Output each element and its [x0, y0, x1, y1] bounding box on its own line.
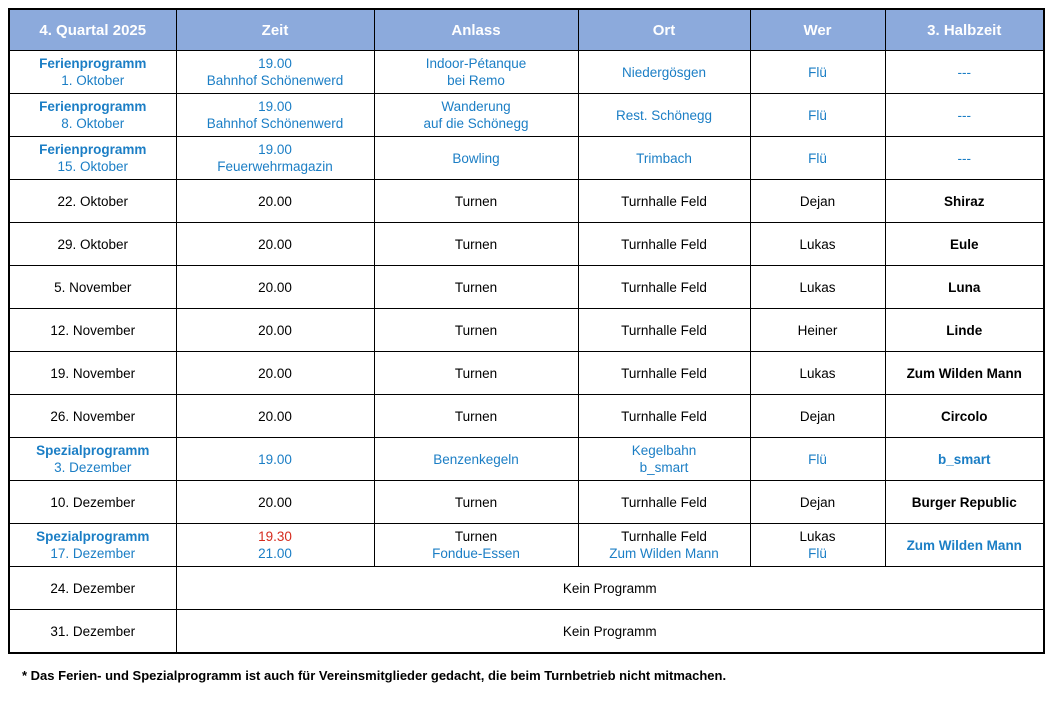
- cell-text: Flü: [808, 64, 827, 80]
- table-row: [9, 567, 1044, 610]
- cell-ort: [578, 481, 750, 524]
- cell-halbzeit: [885, 395, 1044, 438]
- cell-date: [9, 223, 176, 266]
- cell-date: [9, 395, 176, 438]
- cell-halbzeit: [885, 481, 1044, 524]
- cell-text: Linde: [946, 322, 983, 338]
- cell-date: [9, 524, 176, 567]
- cell-text: Spezialprogramm: [36, 529, 150, 544]
- cell-halbzeit: [885, 309, 1044, 352]
- cell-wer: [750, 395, 885, 438]
- cell-programm-span: [176, 567, 1044, 610]
- column-header-anlass: Anlass: [374, 9, 578, 51]
- cell-text: 20.00: [258, 408, 292, 424]
- cell-ort: [578, 51, 750, 94]
- cell-text: Turnhalle Feld: [621, 193, 707, 209]
- cell-text: Turnhalle Feld: [621, 408, 707, 424]
- cell-text: 31. Dezember: [50, 623, 136, 639]
- cell-text: 20.00: [258, 322, 292, 338]
- cell-zeit: [176, 395, 374, 438]
- cell-date: [9, 481, 176, 524]
- footnote-text: * Das Ferien- und Spezialprogramm ist auch für Vereinsmitglieder gedacht, die beim Turnbetrieb nicht mitmachen.: [22, 668, 727, 683]
- cell-text: Flü: [808, 107, 827, 123]
- cell-anlass: [374, 51, 578, 94]
- cell-text: 22. Oktober: [57, 193, 129, 209]
- cell-ort: [578, 309, 750, 352]
- cell-wer: [750, 266, 885, 309]
- cell-wer: [750, 352, 885, 395]
- cell-text: 20.00: [258, 236, 292, 252]
- table-header-row: [9, 9, 1044, 51]
- cell-date: [9, 266, 176, 309]
- cell-text: Benzenkegeln: [433, 451, 519, 467]
- cell-text: Luna: [948, 279, 981, 295]
- cell-ort: [578, 223, 750, 266]
- cell-text: Turnen: [454, 236, 498, 252]
- cell-text: b_smart: [937, 451, 991, 467]
- cell-text: Ferienprogramm: [39, 56, 147, 71]
- cell-date: [9, 94, 176, 137]
- cell-text: 26. November: [50, 408, 136, 424]
- cell-anlass: [374, 94, 578, 137]
- cell-text: Lukas: [799, 365, 836, 381]
- cell-zeit: [176, 223, 374, 266]
- cell-wer: [750, 180, 885, 223]
- cell-anlass: [374, 309, 578, 352]
- cell-zeit: [176, 180, 374, 223]
- cell-date: [9, 137, 176, 180]
- cell-text: Zum Wilden Mann: [906, 365, 1022, 381]
- table-row: [9, 137, 1044, 180]
- cell-text: Indoor-Pétanque: [425, 56, 527, 71]
- cell-text: Bahnhof Schönenwerd: [206, 116, 344, 131]
- cell-text: Turnhalle Feld: [621, 365, 707, 381]
- cell-text: Spezialprogramm: [36, 443, 150, 458]
- cell-text: ---: [957, 64, 971, 80]
- cell-wer: [750, 481, 885, 524]
- cell-anlass: [374, 223, 578, 266]
- table-row: [9, 438, 1044, 481]
- column-header-ort: Ort: [578, 9, 750, 51]
- cell-halbzeit: [885, 180, 1044, 223]
- cell-text: Lukas: [799, 529, 836, 544]
- cell-date: [9, 309, 176, 352]
- cell-text: 20.00: [258, 365, 292, 381]
- cell-anlass: [374, 524, 578, 567]
- cell-text: Turnen: [454, 322, 498, 338]
- cell-ort: [578, 137, 750, 180]
- cell-date: [9, 610, 176, 654]
- cell-text: Turnen: [454, 408, 498, 424]
- cell-date: [9, 352, 176, 395]
- cell-text: Bowling: [452, 150, 500, 166]
- cell-halbzeit: [885, 94, 1044, 137]
- cell-zeit: [176, 137, 374, 180]
- cell-text: b_smart: [639, 460, 689, 475]
- cell-anlass: [374, 180, 578, 223]
- cell-wer: [750, 223, 885, 266]
- cell-text: 20.00: [258, 494, 292, 510]
- cell-text: 19.00: [258, 99, 292, 114]
- cell-text: 21.00: [258, 546, 292, 561]
- cell-text: bei Remo: [447, 73, 505, 88]
- table-row: [9, 481, 1044, 524]
- cell-text: 29. Oktober: [57, 236, 129, 252]
- cell-date: [9, 567, 176, 610]
- cell-anlass: [374, 352, 578, 395]
- cell-text: 1. Oktober: [61, 73, 125, 88]
- cell-halbzeit: [885, 352, 1044, 395]
- cell-ort: [578, 395, 750, 438]
- cell-halbzeit: [885, 266, 1044, 309]
- table-row: [9, 395, 1044, 438]
- cell-wer: [750, 137, 885, 180]
- cell-text: 17. Dezember: [50, 546, 136, 561]
- cell-text: Flü: [808, 451, 827, 467]
- cell-text: 19.30: [258, 529, 292, 544]
- cell-ort: [578, 438, 750, 481]
- cell-anlass: [374, 438, 578, 481]
- cell-text: Flü: [808, 546, 827, 561]
- cell-text: ---: [957, 107, 971, 123]
- cell-text: 5. November: [54, 279, 132, 295]
- cell-ort: [578, 94, 750, 137]
- cell-zeit: [176, 51, 374, 94]
- column-header-zeit: Zeit: [176, 9, 374, 51]
- schedule-table: [8, 8, 1045, 654]
- cell-text: Turnhalle Feld: [621, 494, 707, 510]
- cell-text: Dejan: [799, 193, 836, 209]
- cell-text: Kegelbahn: [631, 443, 697, 458]
- cell-text: 19.00: [258, 142, 292, 157]
- table-row: [9, 309, 1044, 352]
- cell-date: [9, 51, 176, 94]
- cell-halbzeit: [885, 51, 1044, 94]
- cell-halbzeit: [885, 137, 1044, 180]
- column-header-wer: Wer: [750, 9, 885, 51]
- column-header-halbzeit: 3. Halbzeit: [885, 9, 1044, 51]
- cell-text: Dejan: [799, 494, 836, 510]
- cell-text: 24. Dezember: [50, 580, 136, 596]
- cell-wer: [750, 524, 885, 567]
- cell-text: Turnhalle Feld: [621, 322, 707, 338]
- cell-zeit: [176, 352, 374, 395]
- cell-wer: [750, 438, 885, 481]
- cell-text: 8. Oktober: [61, 116, 125, 131]
- cell-text: Wanderung: [441, 99, 511, 114]
- cell-text: Turnen: [454, 529, 498, 544]
- cell-text: Flü: [808, 150, 827, 166]
- cell-text: Turnen: [454, 365, 498, 381]
- cell-text: 15. Oktober: [57, 159, 129, 174]
- cell-zeit: [176, 438, 374, 481]
- cell-text: Turnen: [454, 494, 498, 510]
- cell-text: Burger Republic: [911, 494, 1017, 510]
- cell-text: 3. Dezember: [54, 460, 132, 475]
- table-row: [9, 223, 1044, 266]
- cell-text: Lukas: [799, 279, 836, 295]
- cell-text: Dejan: [799, 408, 836, 424]
- cell-text: Circolo: [940, 408, 988, 424]
- cell-text: Turnhalle Feld: [621, 529, 707, 544]
- cell-ort: [578, 266, 750, 309]
- cell-text: 12. November: [50, 322, 136, 338]
- cell-ort: [578, 352, 750, 395]
- cell-wer: [750, 94, 885, 137]
- cell-ort: [578, 180, 750, 223]
- cell-zeit: [176, 481, 374, 524]
- cell-anlass: [374, 137, 578, 180]
- cell-wer: [750, 51, 885, 94]
- cell-text: Lukas: [799, 236, 836, 252]
- cell-date: [9, 438, 176, 481]
- cell-text: ---: [957, 150, 971, 166]
- cell-programm-span: [176, 610, 1044, 654]
- cell-text: Niedergösgen: [621, 64, 707, 80]
- cell-zeit: [176, 266, 374, 309]
- cell-text: Shiraz: [943, 193, 985, 209]
- table-row: [9, 352, 1044, 395]
- cell-text: 20.00: [258, 193, 292, 209]
- cell-text: Feuerwehrmagazin: [217, 159, 333, 174]
- cell-text: Turnen: [454, 279, 498, 295]
- cell-text: Kein Programm: [562, 623, 657, 639]
- cell-ort: [578, 524, 750, 567]
- cell-halbzeit: [885, 438, 1044, 481]
- table-row: [9, 524, 1044, 567]
- cell-text: Trimbach: [636, 150, 692, 166]
- cell-text: Turnhalle Feld: [621, 236, 707, 252]
- cell-text: 19. November: [50, 365, 136, 381]
- cell-zeit: [176, 94, 374, 137]
- cell-date: [9, 180, 176, 223]
- table-row: [9, 94, 1044, 137]
- cell-text: Rest. Schönegg: [615, 107, 713, 123]
- cell-anlass: [374, 481, 578, 524]
- cell-wer: [750, 309, 885, 352]
- cell-text: Ferienprogramm: [39, 142, 147, 157]
- cell-text: auf die Schönegg: [423, 116, 529, 131]
- table-row: [9, 610, 1044, 654]
- table-row: [9, 180, 1044, 223]
- table-row: [9, 51, 1044, 94]
- cell-text: 20.00: [258, 279, 292, 295]
- cell-text: Turnhalle Feld: [621, 279, 707, 295]
- cell-text: 10. Dezember: [50, 494, 136, 510]
- cell-anlass: [374, 395, 578, 438]
- cell-halbzeit: [885, 223, 1044, 266]
- cell-text: Fondue-Essen: [432, 546, 520, 561]
- cell-text: 19.00: [258, 451, 292, 467]
- cell-text: Zum Wilden Mann: [609, 546, 719, 561]
- table-row: [9, 266, 1044, 309]
- cell-text: Heiner: [797, 322, 838, 338]
- cell-zeit: [176, 524, 374, 567]
- cell-halbzeit: [885, 524, 1044, 567]
- cell-text: Bahnhof Schönenwerd: [206, 73, 344, 88]
- cell-text: 19.00: [258, 56, 292, 71]
- cell-text: Ferienprogramm: [39, 99, 147, 114]
- cell-anlass: [374, 266, 578, 309]
- column-header-quartal-title: 4. Quartal 2025: [9, 9, 176, 51]
- cell-text: Turnen: [454, 193, 498, 209]
- cell-text: Eule: [949, 236, 979, 252]
- cell-zeit: [176, 309, 374, 352]
- cell-text: Kein Programm: [562, 580, 657, 596]
- cell-text: Zum Wilden Mann: [906, 537, 1022, 553]
